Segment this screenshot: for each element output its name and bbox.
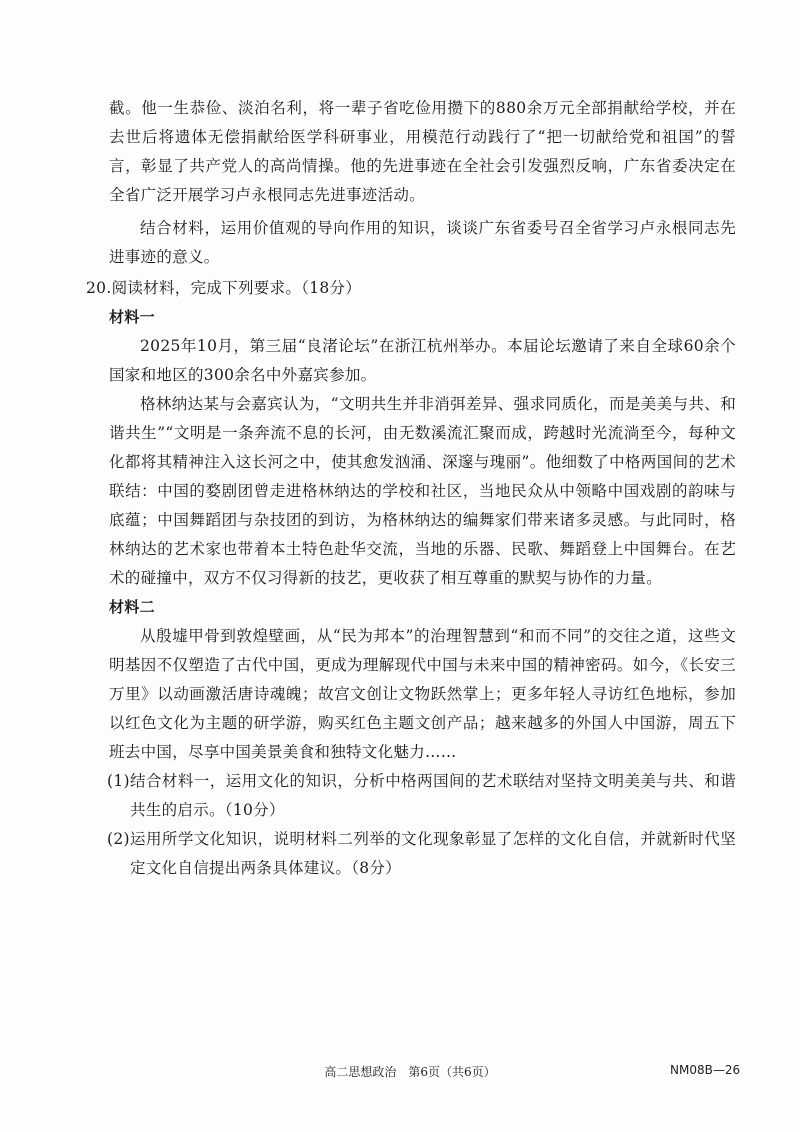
material1-para2: 格林纳达某与会嘉宾认为，“文明共生并非消弭差异、强求同质化，而是美美与共、和谐共生”“文明是一条奔流不息的长河，由无数溪流汇聚而成，跨越时光流淌至今，每种文化都将其精神注入这长河之中，使其愈发汹涌、深邃与瑰丽”。他细数了中格两国间的艺术联结：中国的婺剧团曾走进格林纳达的学校和社区，当地民众从中领略中国戏剧的韵味与底蕴；中国舞蹈团与杂技团的到访，为格林纳达的编舞家们带来诸多灵感。与此同时，格林纳达的艺术家也带着本土特色赴华交流，当地的乐器、民歌、舞蹈登上中国舞台。在艺术的碰撞中，双方不仅习得新的技艺，更收获了相互尊重的默契与协作的力量。 <box>109 395 736 587</box>
page-content <box>86 94 736 883</box>
material2-para1: 从殷墟甲骨到敦煌壁画，从“民为邦本”的治理智慧到“和而不同”的交往之道，这些文明基因不仅塑造了古代中国，更成为理解现代中国与未来中国的精神密码。如今，《长安三万里》以动画激活唐诗魂魄；故宫文创让文物跃然掌上；更多年轻人寻访红色地标，参加以红色文化为主题的研学游，购买红色主题文创产品；越来越多的外国人中国游，周五下班去中国，尽享中国美景美食和独特文化魅力…… <box>109 627 736 761</box>
q20-subquestion-2: (2)运用所学文化知识，说明材料二列举的文化现象彰显了怎样的文化自信，并就新时代坚定文化自信提出两条具体建议。（8分） <box>107 830 736 877</box>
material2-heading: 材料二 <box>109 598 155 616</box>
q20-stem <box>86 274 736 303</box>
q20-number: 20. <box>86 279 112 297</box>
q19-material-continuation: 截。他一生恭俭、淡泊名利，将一辈子省吃俭用攒下的880余万元全部捐献给学校，并在去世后将遗体无偿捐献给医学科研事业，用模范行动践行了“把一切献给党和祖国”的誓言，彰显了共产党人的高尚情操。他的先进事迹在全社会引发强烈反响，广东省委决定在全省广泛开展学习卢永根同志先进事迹活动。 <box>109 99 736 204</box>
material1-para1: 2025年10月，第三届“良渚论坛”在浙江杭州举办。本届论坛邀请了来自全球60余个国家和地区的300余名中外嘉宾参加。 <box>109 337 736 384</box>
footer-page-info: 高二思想政治 第6页（共6页） <box>324 1065 496 1079</box>
q20-subquestion-1: (1)结合材料一，运用文化的知识，分析中格两国间的艺术联结对坚持文明美美与共、和谐共生的启示。（10分） <box>107 772 736 819</box>
q20-stem-text: 阅读材料，完成下列要求。（18分） <box>111 279 362 297</box>
footer-code: NM08B—26 <box>670 1063 741 1077</box>
material1-heading: 材料一 <box>109 308 155 326</box>
q19-question: 结合材料，运用价值观的导向作用的知识，谈谈广东省委号召全省学习卢永根同志先进事迹的意义。 <box>109 219 736 266</box>
